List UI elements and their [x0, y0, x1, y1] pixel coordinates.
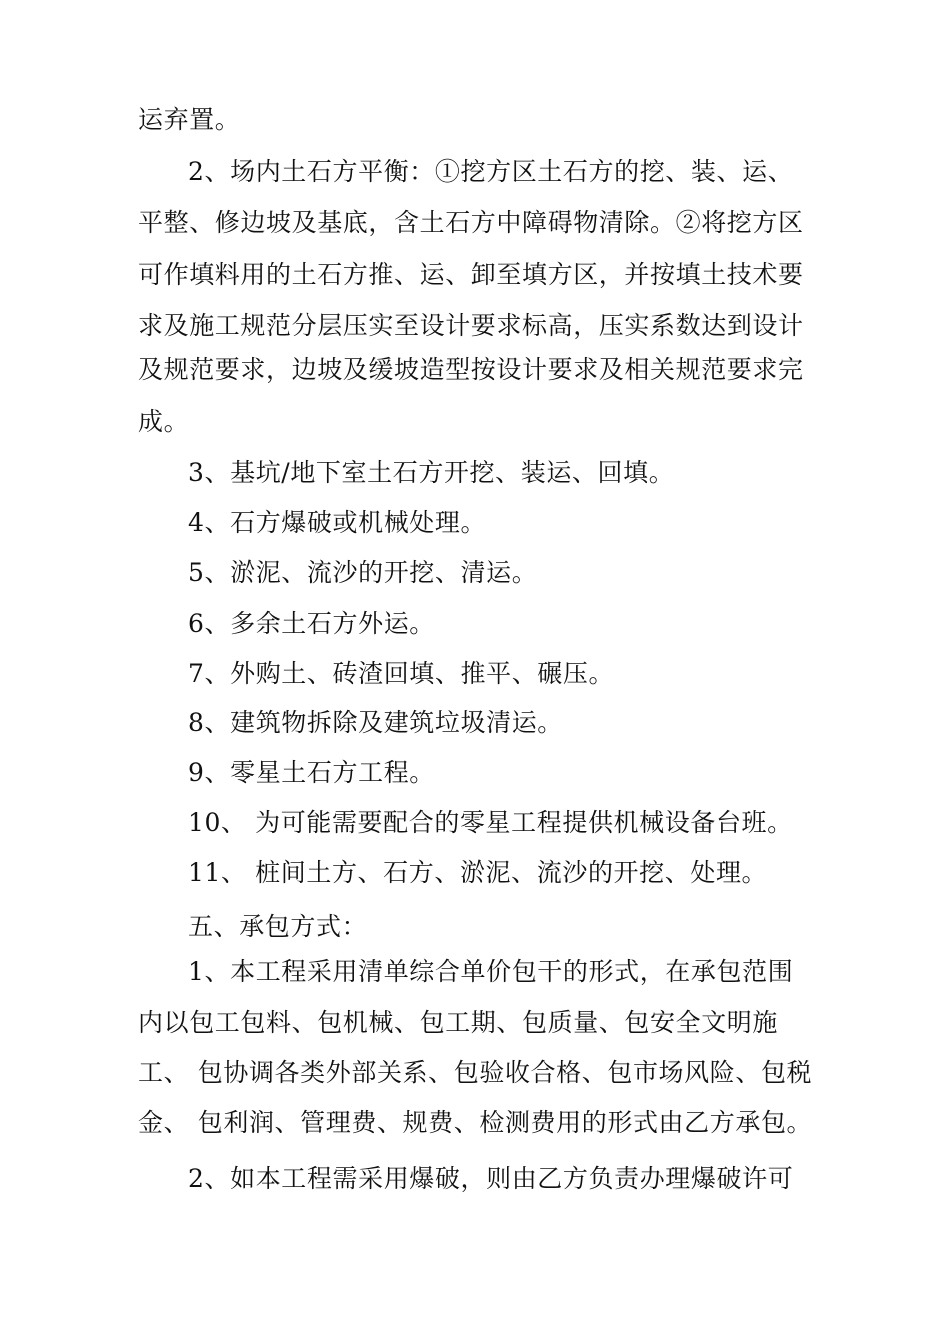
text-line: 可作填料用的土石方推、运、卸至填方区，并按填土技术要 [138, 260, 804, 289]
text-line: 4、石方爆破或机械处理。 [188, 508, 487, 537]
text-line: 11、 桩间土方、石方、淤泥、流沙的开挖、处理。 [188, 858, 768, 887]
text-line: 5、淤泥、流沙的开挖、清运。 [188, 558, 538, 587]
text-line: 3、基坑/地下室土石方开挖、装运、回填。 [188, 458, 675, 487]
text-line: 2、场内土石方平衡：①挖方区土石方的挖、装、运、 [188, 157, 794, 186]
text-line: 10、 为可能需要配合的零星工程提供机械设备台班。 [188, 808, 793, 837]
text-line: 及规范要求，边坡及缓坡造型按设计要求及相关规范要求完 [138, 355, 804, 384]
text-line: 2、如本工程需采用爆破，则由乙方负责办理爆破许可 [188, 1164, 794, 1193]
text-line: 平整、修边坡及基底，含土石方中障碍物清除。②将挖方区 [138, 208, 804, 237]
text-line: 7、外购土、砖渣回填、推平、碾压。 [188, 659, 615, 688]
text-line: 金、 包利润、管理费、规费、检测费用的形式由乙方承包。 [138, 1108, 813, 1137]
text-line: 工、 包协调各类外部关系、包验收合格、包市场风险、包税 [138, 1058, 813, 1087]
section-heading: 五、承包方式： [188, 912, 368, 941]
text-line: 9、零星土石方工程。 [188, 758, 435, 787]
text-line: 运弃置。 [138, 105, 241, 134]
text-line: 内以包工包料、包机械、包工期、包质量、包安全文明施 [138, 1008, 779, 1037]
text-line: 成。 [138, 407, 190, 436]
text-line: 1、本工程采用清单综合单价包干的形式，在承包范围 [188, 957, 794, 986]
text-line: 8、建筑物拆除及建筑垃圾清运。 [188, 708, 563, 737]
text-line: 6、多余土石方外运。 [188, 609, 435, 638]
text-line: 求及施工规范分层压实至设计要求标高，压实系数达到设计 [138, 311, 804, 340]
